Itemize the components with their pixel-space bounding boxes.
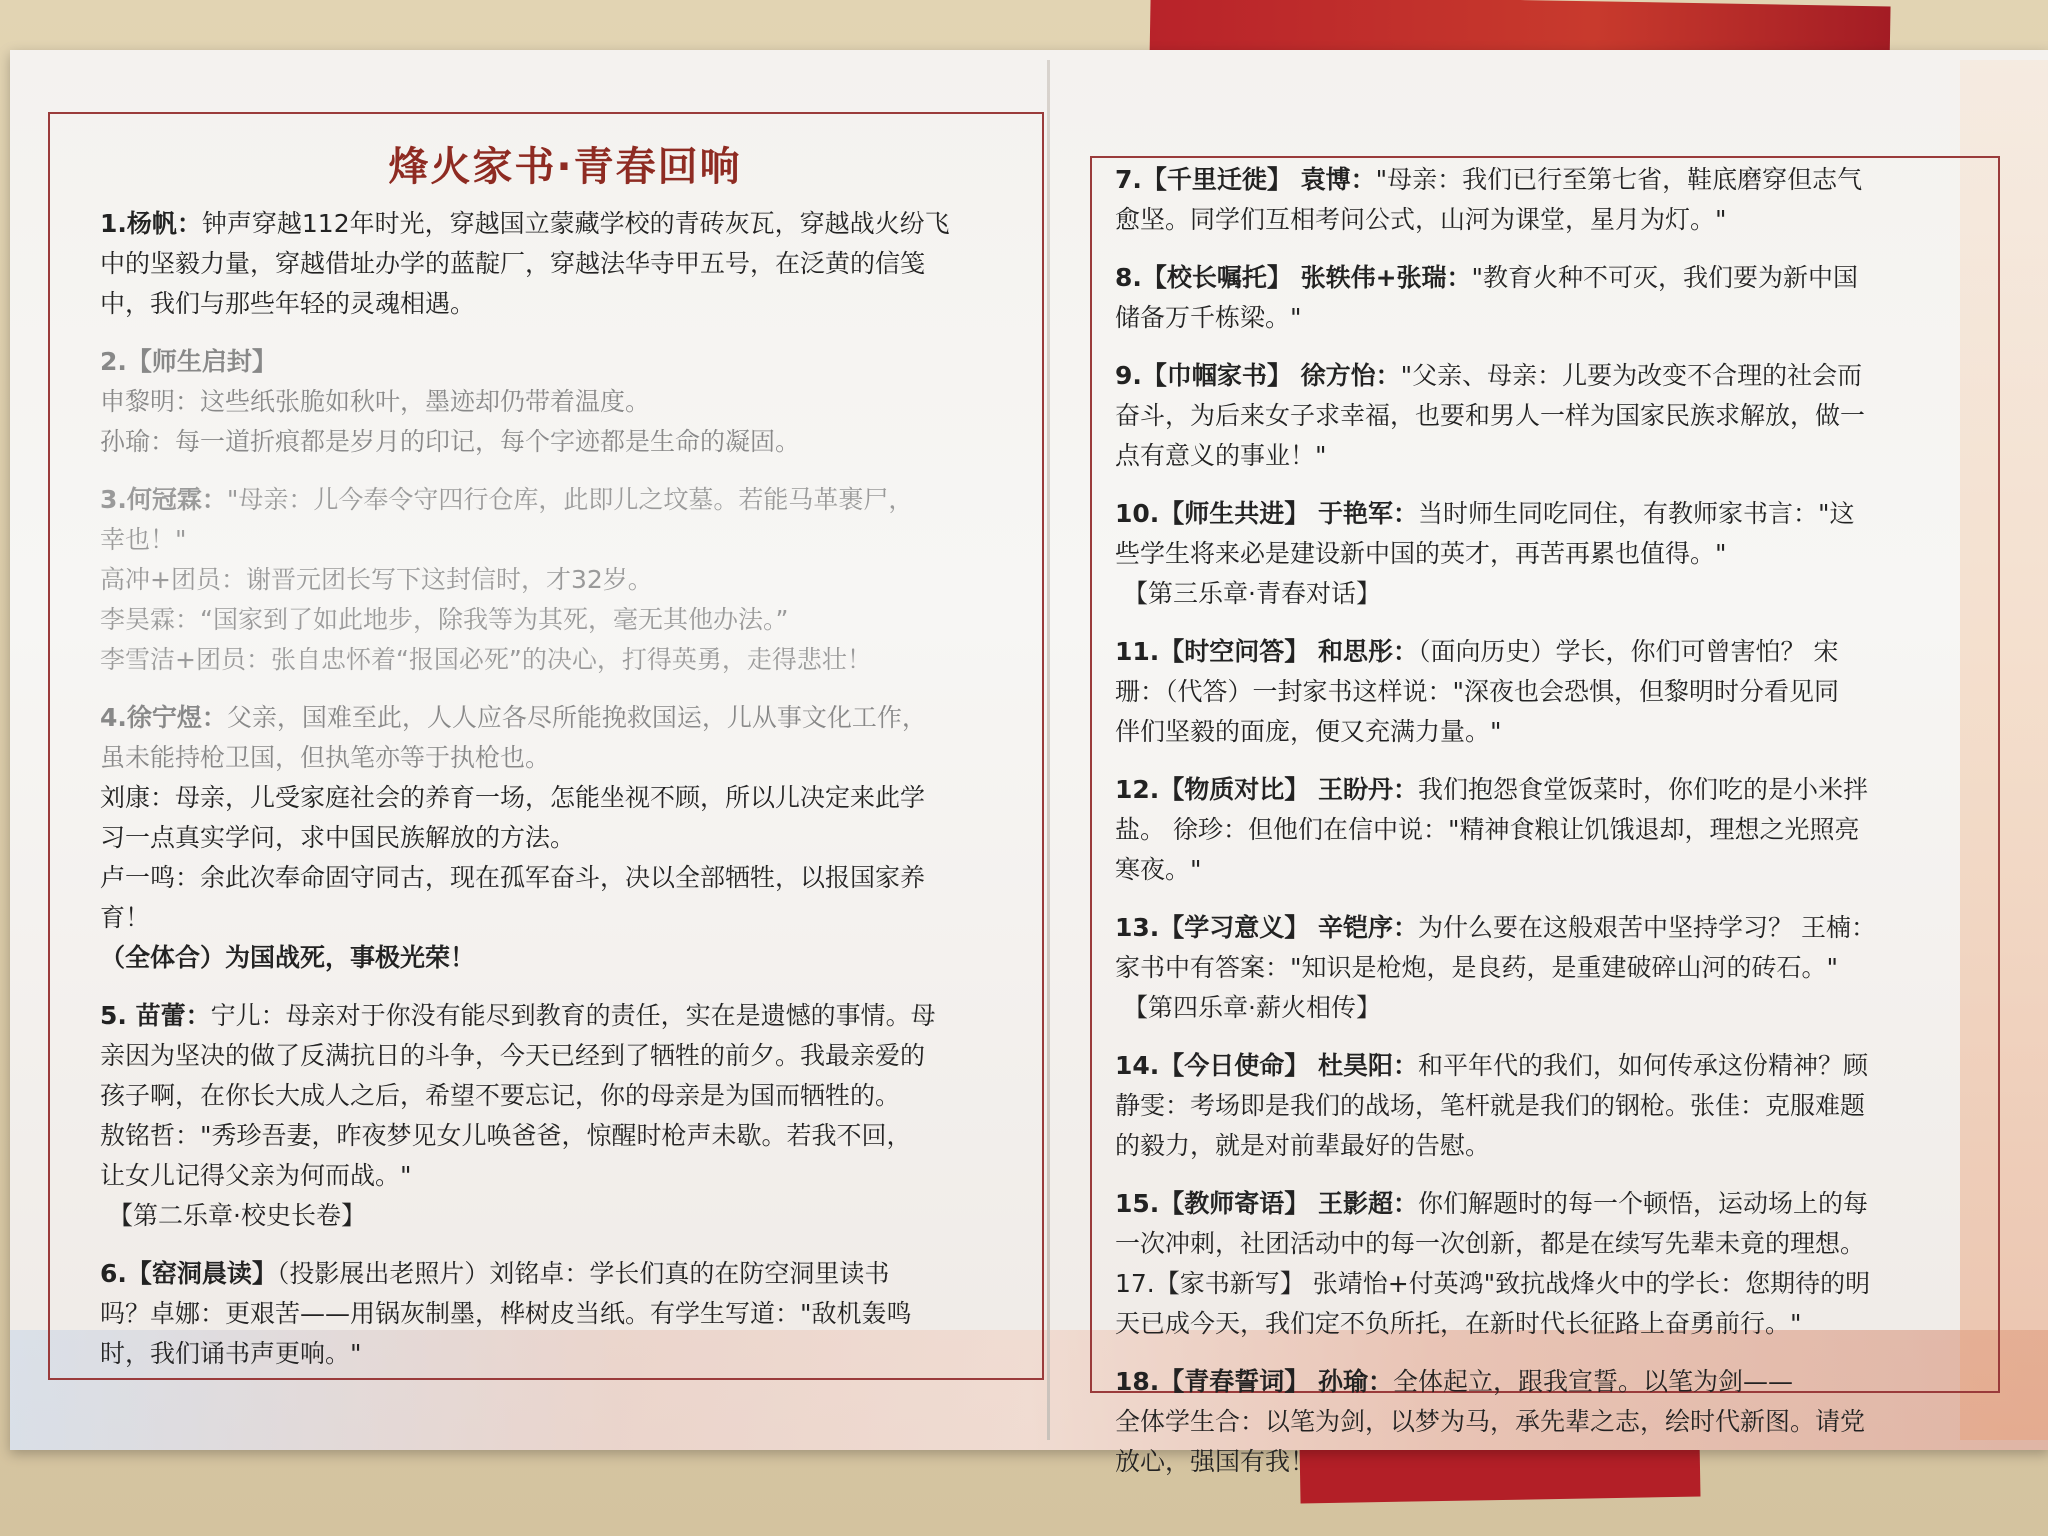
section-12 [1115, 770, 1965, 890]
section-15 [1115, 1184, 1965, 1344]
section-text: 育！ [100, 903, 151, 932]
section-8 [1115, 258, 1965, 338]
section-text: 敖铭哲："秀珍吾妻，昨夜梦见女儿唤爸爸，惊醒时枪声未歇。若我不回， [100, 1121, 912, 1150]
right-page [1115, 160, 1965, 1500]
section-text: 刘康：母亲，儿受家庭社会的养育一场，怎能坐视不顾，所以儿决定来此学 [100, 783, 926, 812]
section-text: 全体起立，跟我宣誓。以笔为剑—— [1393, 1367, 1794, 1396]
section-13 [1115, 908, 1965, 1028]
left-page [100, 135, 1030, 1392]
section-text: （面向历史）学长，你们可曾害怕？ 宋 [1418, 637, 1839, 666]
section-label: 11.【时空问答】 和思彤： [1115, 637, 1418, 666]
section-text: 我们抱怨食堂饭菜时，你们吃的是小米拌 [1418, 775, 1869, 804]
section-text: 时，我们诵书声更响。" [100, 1339, 362, 1368]
section-text: "父亲、母亲：儿要为改变不合理的社会而 [1400, 361, 1863, 390]
section-text: 放心，强国有我！ [1115, 1447, 1316, 1476]
section-11 [1115, 632, 1965, 752]
section-label: 18.【青春誓词】 孙瑜： [1115, 1367, 1393, 1396]
section-text: 家书中有答案："知识是枪炮，是良药，是重建破碎山河的砖石。" [1115, 953, 1839, 982]
section-text: 的毅力，就是对前辈最好的告慰。 [1115, 1131, 1491, 1160]
section-5 [100, 996, 1030, 1236]
section-text: 高冲+团员：谢晋元团长写下这封信时，才32岁。 [100, 565, 653, 594]
section-text: "母亲：儿今奉令守四行仓库，此即儿之坟墓。若能马革裹尸， [226, 485, 914, 514]
section-text: 卢一鸣：余此次奉命固守同古，现在孤军奋斗，决以全部牺牲，以报国家养 [100, 863, 926, 892]
section-text: 中的坚毅力量，穿越借址办学的蓝靛厂，穿越法华寺甲五号，在泛黄的信笺 [100, 249, 926, 278]
section-18 [1115, 1362, 1965, 1482]
section-text: 静雯：考场即是我们的战场，笔杆就是我们的钢枪。张佳：克服难题 [1115, 1091, 1866, 1120]
booklet-fold [1047, 60, 1050, 1440]
section-text: （全体合）为国战死，事极光荣！ [100, 943, 476, 972]
section-text: "教育火种不可灭，我们要为新中国 [1471, 263, 1859, 292]
section-4 [100, 698, 1030, 978]
section-text: 孙瑜：每一道折痕都是岁月的印记，每个字迹都是生命的凝固。 [100, 427, 801, 456]
section-text: 李昊霖：“国家到了如此地步，除我等为其死，毫无其他办法。” [100, 605, 789, 634]
section-text: 宁儿：母亲对于你没有能尽到教育的责任，实在是遗憾的事情。母 [210, 1001, 936, 1030]
chapter-heading: 【第二乐章·校史长卷】 [108, 1201, 366, 1230]
section-label: 12.【物质对比】 王盼丹： [1115, 775, 1418, 804]
section-9 [1115, 356, 1965, 476]
section-text: 17.【家书新写】 张靖怡+付英鸿"致抗战烽火中的学长：您期待的明 [1115, 1269, 1871, 1298]
section-text: （投影展出老照片）刘铭卓：学长们真的在防空洞里读书 [276, 1259, 890, 1288]
section-text: 全体学生合：以笔为剑，以梦为马，承先辈之志，绘时代新图。请党 [1115, 1407, 1866, 1436]
section-text: 伴们坚毅的面庞，便又充满力量。" [1115, 717, 1502, 746]
section-label: 5. 苗蕾： [100, 1001, 211, 1030]
section-2 [100, 342, 1030, 462]
section-text: 父亲，国难至此，人人应各尽所能挽救国运，儿从事文化工作， [226, 703, 927, 732]
section-text: 当时师生同吃同住，有教师家书言："这 [1418, 499, 1855, 528]
section-text: 一次冲刺，社团活动中的每一次创新，都是在续写先辈未竟的理想。 [1115, 1229, 1866, 1258]
section-text: 储备万千栋梁。" [1115, 303, 1302, 332]
section-text: 习一点真实学问，求中国民族解放的方法。 [100, 823, 576, 852]
section-label: 10.【师生共进】 于艳军： [1115, 499, 1418, 528]
section-label: 4.徐宁煜： [100, 703, 227, 732]
section-label: 13.【学习意义】 辛铠序： [1115, 913, 1418, 942]
chapter-heading: 【第三乐章·青春对话】 [1123, 579, 1381, 608]
section-label: 2.【师生启封】 [100, 347, 277, 376]
section-text: 些学生将来必是建设新中国的英才，再苦再累也值得。" [1115, 539, 1727, 568]
section-text: 钟声穿越112年时光，穿越国立蒙藏学校的青砖灰瓦，穿越战火纷飞 [201, 209, 950, 238]
section-1 [100, 204, 1030, 324]
section-text: 为什么要在这般艰苦中坚持学习？ 王楠： [1418, 913, 1876, 942]
section-text: 愈坚。同学们互相考问公式，山河为课堂，星月为灯。" [1115, 205, 1727, 234]
section-text: 珊：（代答）一封家书这样说："深夜也会恐惧，但黎明时分看见同 [1115, 677, 1840, 706]
section-text: 盐。 徐珍：但他们在信中说："精神食粮让饥饿退却，理想之光照亮 [1115, 815, 1860, 844]
page-title: 烽火家书·青春回响 [388, 144, 742, 190]
section-text: 虽未能持枪卫国，但执笔亦等于执枪也。 [100, 743, 551, 772]
section-label: 15.【教师寄语】 王影超： [1115, 1189, 1418, 1218]
section-text: 让女儿记得父亲为何而战。" [100, 1161, 412, 1190]
section-text: 奋斗，为后来女子求幸福，也要和男人一样为国家民族求解放，做一 [1115, 401, 1866, 430]
chapter-heading: 【第四乐章·薪火相传】 [1123, 993, 1381, 1022]
section-label: 8.【校长嘱托】 张轶伟+张瑞： [1115, 263, 1472, 292]
section-text: 和平年代的我们，如何传承这份精神？顾 [1418, 1051, 1869, 1080]
section-label: 9.【巾帼家书】 徐方怡： [1115, 361, 1401, 390]
section-text: 吗？卓娜：更艰苦——用锅灰制墨，桦树皮当纸。有学生写道："敌机轰鸣 [100, 1299, 912, 1328]
section-label: 6.【窑洞晨读】 [100, 1259, 277, 1288]
section-text: 亲因为坚决的做了反满抗日的斗争，今天已经到了牺牲的前夕。我最亲爱的 [100, 1041, 926, 1070]
section-text: 你们解题时的每一个顿悟，运动场上的每 [1418, 1189, 1869, 1218]
section-text: 天已成今天，我们定不负所托，在新时代长征路上奋勇前行。" [1115, 1309, 1802, 1338]
section-7 [1115, 160, 1965, 240]
section-text: 寒夜。" [1115, 855, 1202, 884]
section-label: 7.【千里迁徙】 袁博： [1115, 165, 1376, 194]
section-text: 幸也！" [100, 525, 187, 554]
section-14 [1115, 1046, 1965, 1166]
section-3 [100, 480, 1030, 680]
section-text: 中，我们与那些年轻的灵魂相遇。 [100, 289, 476, 318]
section-text: 申黎明：这些纸张脆如秋叶，墨迹却仍带着温度。 [100, 387, 651, 416]
section-text: 孩子啊，在你长大成人之后，希望不要忘记，你的母亲是为国而牺牲的。 [100, 1081, 901, 1110]
section-label: 14.【今日使命】 杜昊阳： [1115, 1051, 1418, 1080]
section-10 [1115, 494, 1965, 614]
section-text: 李雪洁+团员：张自忠怀着“报国必死”的决心，打得英勇，走得悲壮！ [100, 645, 872, 674]
section-text: "母亲：我们已行至第七省，鞋底磨穿但志气 [1375, 165, 1863, 194]
section-6 [100, 1254, 1030, 1374]
section-label: 3.何冠霖： [100, 485, 227, 514]
section-label: 1.杨帆： [100, 209, 202, 238]
section-text: 点有意义的事业！" [1115, 441, 1327, 470]
